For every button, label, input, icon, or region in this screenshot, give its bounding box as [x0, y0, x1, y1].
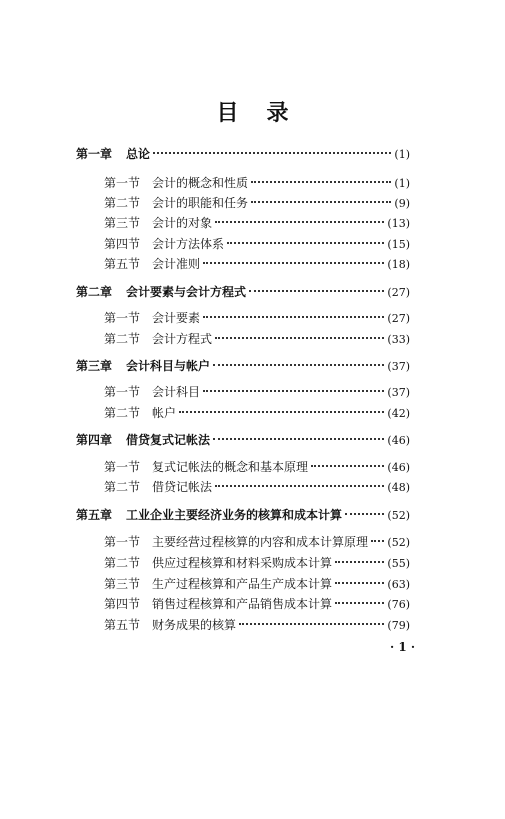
- dot-leader: [335, 561, 384, 563]
- dot-leader: [239, 623, 384, 625]
- toc-section-row[interactable]: [104, 195, 410, 212]
- section-title: 会计的概念和性质: [152, 176, 249, 190]
- toc-section-row[interactable]: [104, 236, 410, 253]
- toc-section-row[interactable]: [104, 175, 410, 192]
- section-number: 第四节: [104, 597, 141, 611]
- section-title: 会计方法体系: [152, 237, 225, 251]
- toc-section-row[interactable]: [104, 534, 410, 551]
- dot-leader: [153, 152, 391, 154]
- page-ref: (1): [394, 177, 410, 190]
- dot-leader: [335, 602, 384, 604]
- section-number: 第一节: [104, 460, 141, 474]
- section-number: 第三节: [104, 577, 141, 591]
- dot-leader: [203, 316, 384, 318]
- toc-section-row[interactable]: [104, 617, 410, 634]
- page-ref: (33): [387, 333, 410, 346]
- section-title: 会计的对象: [152, 216, 213, 230]
- page-ref: (46): [387, 434, 410, 447]
- dot-leader: [215, 337, 384, 339]
- page-ref: (18): [387, 258, 410, 271]
- section-number: 第五节: [104, 257, 141, 271]
- section-number: 第二节: [104, 196, 141, 210]
- chapter-title: 借贷复式记帐法: [126, 433, 211, 447]
- page-ref: (27): [387, 312, 410, 325]
- section-title: 会计方程式: [152, 332, 213, 346]
- chapter-title: 会计要素与会计方程式: [126, 285, 247, 299]
- section-number: 第二节: [104, 556, 141, 570]
- section-number: 第一节: [104, 311, 141, 325]
- page-ref: (52): [387, 536, 410, 549]
- dot-leader: [251, 201, 391, 203]
- toc-section-row[interactable]: [104, 256, 410, 273]
- section-title: 会计科目: [152, 385, 201, 399]
- dot-leader: [203, 390, 384, 392]
- toc-section-row[interactable]: [104, 405, 410, 422]
- section-title: 生产过程核算和产品生产成本计算: [152, 577, 333, 591]
- page-title: 目录: [216, 101, 317, 126]
- section-title: 主要经营过程核算的内容和成本计算原理: [152, 535, 369, 549]
- section-number: 第二节: [104, 332, 141, 346]
- page-ref: (13): [387, 217, 410, 230]
- dot-leader: [335, 582, 384, 584]
- section-number: 第五节: [104, 618, 141, 632]
- toc-section-row[interactable]: [104, 555, 410, 572]
- section-number: 第三节: [104, 216, 141, 230]
- page-ref: (27): [387, 286, 410, 299]
- dot-leader: [203, 262, 384, 264]
- toc-chapter-row[interactable]: [76, 284, 410, 301]
- section-title: 会计准则: [152, 257, 201, 271]
- chapter-title: 会计科目与帐户: [126, 359, 211, 373]
- section-number: 第一节: [104, 535, 141, 549]
- page-ref: (48): [387, 481, 410, 494]
- chapter-title: 总论: [126, 147, 151, 161]
- toc-chapter-row[interactable]: [76, 358, 410, 375]
- page-ref: (37): [387, 386, 410, 399]
- section-number: 第一节: [104, 176, 141, 190]
- dot-leader: [215, 485, 384, 487]
- page-ref: (46): [387, 461, 410, 474]
- chapter-number: 第五章: [76, 508, 113, 522]
- page-number: · 1 ·: [390, 640, 416, 654]
- chapter-number: 第三章: [76, 359, 113, 373]
- dot-leader: [371, 540, 384, 542]
- section-title: 会计要素: [152, 311, 201, 325]
- section-number: 第二节: [104, 406, 141, 420]
- toc-section-row[interactable]: [104, 384, 410, 401]
- section-title: 复式记帐法的概念和基本原理: [152, 460, 309, 474]
- page-ref: (15): [387, 238, 410, 251]
- toc-section-row[interactable]: [104, 596, 410, 613]
- dot-leader: [249, 290, 384, 292]
- page-ref: (79): [387, 619, 410, 632]
- toc-chapter-row[interactable]: [76, 507, 410, 524]
- toc-section-row[interactable]: [104, 331, 410, 348]
- section-title: 帐户: [152, 406, 177, 420]
- page-ref: (52): [387, 509, 410, 522]
- dot-leader: [345, 513, 384, 515]
- section-number: 第四节: [104, 237, 141, 251]
- section-title: 财务成果的核算: [152, 618, 237, 632]
- toc-section-row[interactable]: [104, 310, 410, 327]
- page-ref: (42): [387, 407, 410, 420]
- dot-leader: [251, 181, 391, 183]
- chapter-number: 第二章: [76, 285, 113, 299]
- section-title: 借贷记帐法: [152, 480, 213, 494]
- toc-section-row[interactable]: [104, 215, 410, 232]
- toc-section-row[interactable]: [104, 576, 410, 593]
- section-number: 第二节: [104, 480, 141, 494]
- section-title: 会计的职能和任务: [152, 196, 249, 210]
- page-ref: (55): [387, 557, 410, 570]
- page-ref: (76): [387, 598, 410, 611]
- toc-section-row[interactable]: [104, 479, 410, 496]
- dot-leader: [213, 438, 384, 440]
- toc-chapter-row[interactable]: [76, 432, 410, 449]
- section-title: 销售过程核算和产品销售成本计算: [152, 597, 333, 611]
- chapter-number: 第四章: [76, 433, 113, 447]
- dot-leader: [215, 221, 384, 223]
- dot-leader: [227, 242, 384, 244]
- page-ref: (37): [387, 360, 410, 373]
- section-title: 供应过程核算和材料采购成本计算: [152, 556, 333, 570]
- section-number: 第一节: [104, 385, 141, 399]
- chapter-title: 工业企业主要经济业务的核算和成本计算: [126, 508, 343, 522]
- dot-leader: [179, 411, 384, 413]
- page-ref: (9): [394, 197, 410, 210]
- page-ref: (1): [394, 148, 410, 161]
- dot-leader: [213, 364, 384, 366]
- dot-leader: [311, 465, 384, 467]
- toc-section-row[interactable]: [104, 459, 410, 476]
- chapter-number: 第一章: [76, 147, 113, 161]
- page-ref: (63): [387, 578, 410, 591]
- toc-chapter-row[interactable]: [76, 146, 410, 163]
